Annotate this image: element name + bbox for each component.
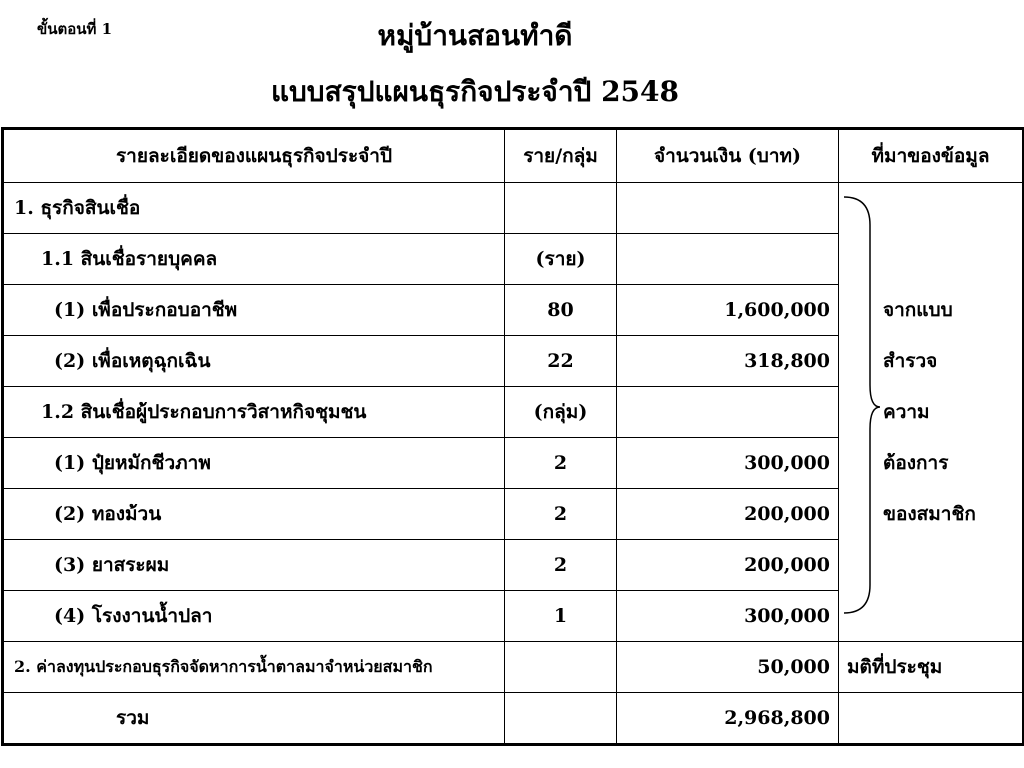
row-count: (กลุ่ม) [505,387,617,438]
row-detail: (1) ปุ๋ยหมักชีวภาพ [3,438,505,489]
row-amount [617,387,839,438]
header-detail: รายละเอียดของแผนธุรกิจประจำปี [3,129,505,183]
row-source [839,693,1024,745]
row-amount: 200,000 [617,489,839,540]
table-row [3,438,1024,489]
row-count: (ราย) [505,234,617,285]
table-row [3,540,1024,591]
page-subtitle: แบบสรุปแผนธุรกิจประจำปี 2548 [270,75,679,108]
row-detail: (1) เพื่อประกอบอาชีพ [3,285,505,336]
row-source: มติที่ประชุม [839,642,1024,693]
row-count: 22 [505,336,617,387]
table-row [3,642,1024,693]
row-detail: 1.1 สินเชื่อรายบุคคล [3,234,505,285]
row-count [505,642,617,693]
row-amount: 200,000 [617,540,839,591]
row-source: สำรวจ [839,336,1024,387]
page-title: หมู่บ้านสอนทำดี [377,19,573,52]
row-count [505,183,617,234]
table-row [3,387,1024,438]
table-row [3,591,1024,642]
row-source: จากแบบ [839,285,1024,336]
step-label: ขั้นตอนที่ 1 [37,20,113,38]
row-detail: (2) ทองม้วน [3,489,505,540]
row-detail: (2) เพื่อเหตุฉุกเฉิน [3,336,505,387]
row-source [839,591,1024,642]
row-source [839,540,1024,591]
row-count: 2 [505,438,617,489]
row-amount [617,183,839,234]
row-source [839,234,1024,285]
row-count: 2 [505,540,617,591]
total-amount: 2,968,800 [617,693,839,745]
row-detail: 2. ค่าลงทุนประกอบธุรกิจจัดหาการน้ำตาลมาจำหน่วยสมาชิก [3,642,505,693]
table-row [3,285,1024,336]
row-amount: 50,000 [617,642,839,693]
total-label: รวม [3,693,505,745]
row-amount: 318,800 [617,336,839,387]
business-plan-table [1,127,1024,746]
table-row [3,489,1024,540]
table-row [3,234,1024,285]
row-source: ต้องการ [839,438,1024,489]
row-count [505,693,617,745]
header-count: ราย/กลุ่ม [505,129,617,183]
row-amount: 300,000 [617,438,839,489]
row-detail: (4) โรงงานน้ำปลา [3,591,505,642]
row-detail: 1. ธุรกิจสินเชื่อ [3,183,505,234]
row-detail: 1.2 สินเชื่อผู้ประกอบการวิสาหกิจชุมชน [3,387,505,438]
table-row [3,336,1024,387]
row-count: 1 [505,591,617,642]
table-header-row [3,129,1024,183]
row-source [839,183,1024,234]
header-source: ที่มาของข้อมูล [839,129,1024,183]
total-row [3,693,1024,745]
row-source: ของสมาชิก [839,489,1024,540]
row-source: ความ [839,387,1024,438]
row-amount: 1,600,000 [617,285,839,336]
row-count: 80 [505,285,617,336]
table-row [3,183,1024,234]
row-count: 2 [505,489,617,540]
header-amount: จำนวนเงิน (บาท) [617,129,839,183]
row-amount: 300,000 [617,591,839,642]
row-detail: (3) ยาสระผม [3,540,505,591]
row-amount [617,234,839,285]
